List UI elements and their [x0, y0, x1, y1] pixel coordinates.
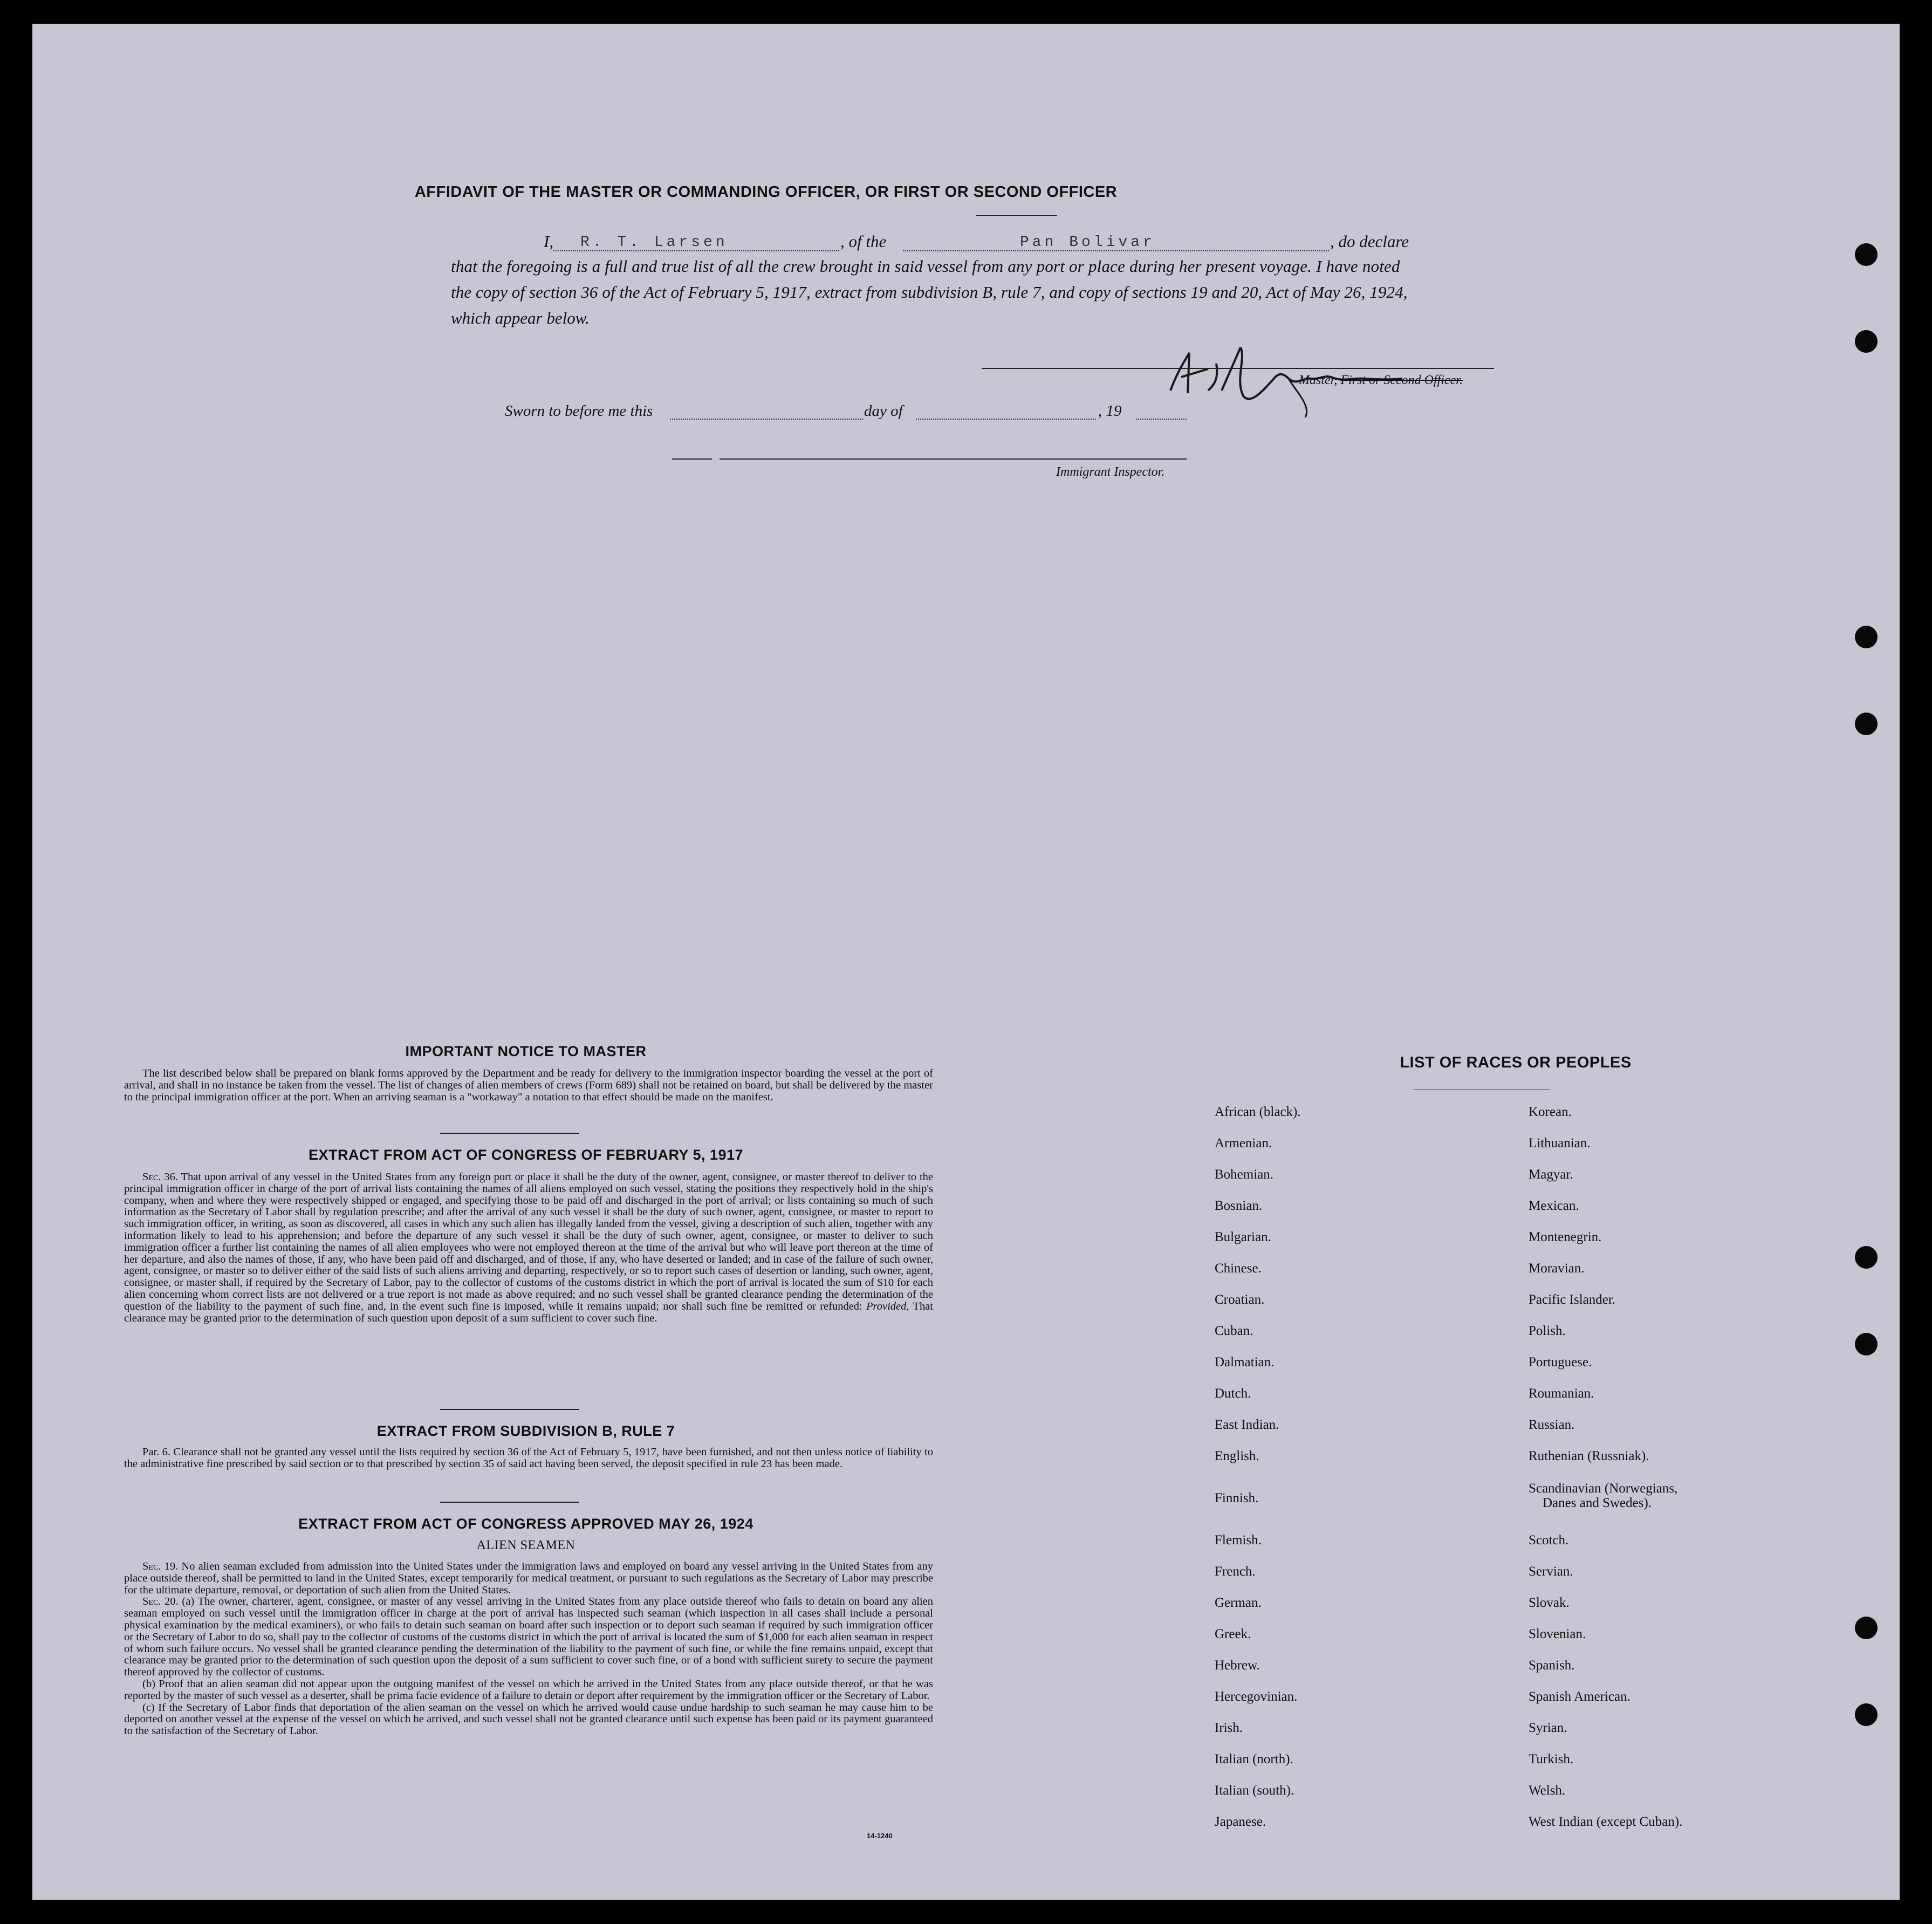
race-item: Bulgarian.: [1215, 1230, 1271, 1244]
race-item: Italian (south).: [1215, 1783, 1294, 1798]
year-label: , 19: [1098, 402, 1122, 420]
race-item: Polish.: [1529, 1324, 1566, 1338]
section-20c-paragraph: (c) If the Secretary of Labor finds that deportation of the alien seaman on the vessel on which he arrived would cause undue hardship to such seaman he may cause him to be deported on another vessel at the expense of the vessel on which he arrived, and such vessel shall not be granted clearance until such expense has been paid or its payment guaranteed to the satisfaction of the Secretary of Labor.: [124, 1701, 933, 1737]
punch-hole: [1855, 330, 1878, 353]
section-20b-paragraph: (b) Proof that an alien seaman did not appear upon the outgoing manifest of the vessel on which he arrived in the United States from any place outside thereof, or that he was reported by the master of such vessel as a deserter, shall be prima facie evidence of a failure to detain or deport after requirement by the immigration officer or the Secretary of Labor.: [124, 1677, 933, 1702]
section-36-text-end: That clearance may be granted prior to the determination of such question upon deposit of a sum sufficient to cover such fine.: [124, 1300, 933, 1324]
section-divider: [440, 1409, 579, 1410]
race-item: French.: [1215, 1564, 1256, 1579]
punch-hole: [1855, 626, 1878, 648]
race-item: Greek.: [1215, 1627, 1251, 1641]
affidavit-line-2: that the foregoing is a full and true list of all the crew brought in said vessel from any port or place during her present voyage. I have noted: [451, 257, 1400, 276]
race-item: Dutch.: [1215, 1386, 1251, 1401]
vessel-fill-line: [903, 250, 1329, 251]
race-item: Spanish American.: [1529, 1689, 1630, 1704]
race-item: Croatian.: [1215, 1292, 1265, 1307]
race-item: Ruthenian (Russniak).: [1529, 1449, 1649, 1463]
section-36-text: That upon arrival of any vessel in the United States from any foreign port or place it shall be the duty of the owner, agent, consignee, or master thereof to deliver to the principal immigration officer in charge of the port of arrival lists containing the names of all aliens employed on such vessel, stating the positions they respectively hold in the ship's company, when and where they were respectively shipped or engaged, and specifying those to be paid off and discharged in the port of arrival; or lists containing so much of such information as the Secretary of Labor shall by regulation prescribe; and after the arrival of any such vessel it shall be the duty of such owner, agent, consignee, or master to report to such immigration officer, in writing, as soon as discovered, all cases in which any such alien has illegally landed from the vessel, giving a description of such alien, together with any information likely to lead to his apprehension; and before the departure of any such vessel it shall be the duty of such owner, agent, consignee, or master to deliver to such immigration officer a further list containing the names of all alien employees who were not employed thereon at the time of the arrival but who will leave port thereon at the time of her departure, and also the names of those, if any, who have been paid off and discharged, and of those, if any, who have deserted or landed; and in case of the failure of such owner, agent, consignee, or master so to deliver either of the said lists of such aliens arriving and departing, respectively, or so to report such cases of desertion or landing, such owner, agent, consignee, or master shall, if required by the Secretary of Labor, pay to the collector of customs of the customs district in which the port of arrival is located the sum of $10 for each alien concerning whom correct lists are not delivered or a true report is not made as above required; and no such vessel shall be granted clearance pending the determination of the question of the liability to the payment of such fine, and, in the event such fine is imposed, while it remains unpaid; nor shall such fine be remitted or refunded:: [124, 1171, 933, 1312]
section-divider: [440, 1502, 579, 1503]
provided-label: Provided,: [866, 1300, 909, 1312]
section-36-paragraph: [124, 1172, 933, 1324]
notice-paragraph: The list described below shall be prepared on blank forms approved by the Department and be ready for delivery to the immigration inspector boarding the vessel at the port of arrival, and shall in no instance be taken from the vessel. The list of changes of alien members of crews (Form 689) shall not be retained on board, but shall be delivered by the master to the principal immigration officer at the port. When an arriving seaman is a "workaway" a notation to that effect should be made on the manifest.: [124, 1067, 933, 1103]
section-20a-text: (a) The owner, charterer, agent, consignee, or master of any vessel arriving in the United States from any place outside thereof who fails to detain on board any alien seaman employed on such vessel until the immigration officer in charge at the port of arrival has inspected such seaman (which inspection in all cases shall include a personal physical examination by the medical examiners), or who fails to detain such seaman on board after such inspection or to deport such seaman if required by such immigration officer or the Secretary of Labor to do so, shall pay to the collector of customs of the customs district in which the port of arrival is located the sum of $1,000 for each alien seaman in respect of whom such failure occurs. No vessel shall be granted clearance pending the determination of the liability to the payment of such fine, or while the fine remains unpaid, except that clearance may be granted prior to the determination of such question upon the deposit of a sum sufficient to cover such fine, or of a bond with sufficient surety to secure the payment thereof approved by the collector of customs.: [124, 1596, 933, 1679]
race-item: Montenegrin.: [1529, 1230, 1602, 1244]
inspector-label: Immigrant Inspector.: [1056, 465, 1165, 479]
affidavit-line-3: the copy of section 36 of the Act of February 5, 1917, extract from subdivision B, rule 7, and copy of sections 19 and 20, Act of May 26, 1924,: [451, 283, 1408, 302]
sworn-label: Sworn to before me this: [505, 402, 653, 420]
struck-officer-label: First or Second Officer.: [1340, 373, 1463, 387]
race-item: Chinese.: [1215, 1261, 1262, 1276]
race-item: Moravian.: [1529, 1261, 1585, 1276]
race-item: Irish.: [1215, 1721, 1243, 1735]
sworn-line: [505, 402, 1206, 424]
vessel-name-value: Pan Bolivar: [1020, 234, 1155, 251]
notice-title: IMPORTANT NOTICE TO MASTER: [405, 1043, 647, 1059]
extract-1924-text: [124, 1561, 933, 1737]
race-item: Magyar.: [1529, 1167, 1573, 1182]
extract-1917-title: EXTRACT FROM ACT OF CONGRESS OF FEBRUARY 5, 1917: [308, 1147, 744, 1163]
race-item: Hebrew.: [1215, 1658, 1260, 1673]
punch-hole: [1855, 1333, 1878, 1355]
name-fill-line: [553, 250, 839, 251]
race-item: Russian.: [1529, 1418, 1575, 1432]
inspector-signature-line: [720, 458, 1187, 460]
section-divider: [440, 1133, 579, 1134]
signature-line: [982, 368, 1494, 369]
do-declare-label: , do declare: [1330, 232, 1409, 251]
document-page: [32, 24, 1900, 1900]
race-item: Armenian.: [1215, 1136, 1272, 1151]
race-item: Spanish.: [1529, 1658, 1575, 1673]
i-label: I,: [544, 232, 554, 251]
punch-hole: [1855, 1246, 1878, 1269]
extract-rule7-title: EXTRACT FROM SUBDIVISION B, RULE 7: [376, 1423, 675, 1439]
race-item: Slovak.: [1529, 1596, 1570, 1610]
extract-1917-text: [124, 1172, 933, 1324]
race-item: Welsh.: [1529, 1783, 1566, 1798]
race-item: English.: [1215, 1449, 1259, 1463]
extract-1924-title: EXTRACT FROM ACT OF CONGRESS APPROVED MAY 26, 1924: [298, 1516, 753, 1532]
race-item: Roumanian.: [1529, 1386, 1594, 1401]
master-label-text: Master,: [1299, 373, 1338, 387]
race-item: Dalmatian.: [1215, 1355, 1275, 1370]
race-item: Hercegovinian.: [1215, 1689, 1298, 1704]
race-item: Slovenian.: [1529, 1627, 1586, 1641]
section-19-label: Sec. 19.: [142, 1560, 179, 1572]
race-item: Portuguese.: [1529, 1355, 1592, 1370]
race-item: Finnish.: [1215, 1491, 1259, 1505]
master-label: [1299, 373, 1463, 388]
extract-rule7-text: [124, 1447, 933, 1470]
race-item: Italian (north).: [1215, 1752, 1293, 1766]
race-item: Korean.: [1529, 1105, 1572, 1119]
inspector-signature-line-short: [672, 458, 712, 460]
punch-hole: [1855, 1703, 1878, 1726]
race-item: Pacific Islander.: [1529, 1292, 1616, 1307]
affidavit-line-4: which appear below.: [451, 309, 590, 327]
section-20-label: Sec. 20.: [142, 1596, 179, 1608]
affidavit-title: AFFIDAVIT OF THE MASTER OR COMMANDING OFFICER, OR FIRST OR SECOND OFFICER: [414, 183, 1118, 201]
race-item: African (black).: [1215, 1105, 1301, 1119]
race-item: East Indian.: [1215, 1418, 1279, 1432]
punch-hole: [1855, 1617, 1878, 1639]
rule7-paragraph: Par. 6. Clearance shall not be granted any vessel until the lists required by section 36 of the Act of February 5, 1917, have been furnished, and not then unless notice of liability to the administrative fine prescribed by said section or to that prescribed by section 35 of said act having been served, the deposit specified in rule 23 has been made.: [124, 1446, 933, 1470]
race-item: Mexican.: [1529, 1199, 1579, 1213]
section-19-paragraph: [124, 1561, 933, 1596]
notice-text: [124, 1068, 933, 1103]
section-19-text: No alien seaman excluded from admission into the United States under the immigration laws and employed on board any vessel arriving in the United States from any place outside thereof, shall be permitted to land in the United States, except temporarily for medical treatment, or pursuant to such regulations as the Secretary of Labor may prescribe for the ultimate departure, removal, or deportation of such alien from the United States.: [124, 1560, 934, 1596]
master-name-value: R. T. Larsen: [580, 234, 728, 251]
race-item: Turkish.: [1529, 1752, 1574, 1766]
race-item: Lithuanian.: [1529, 1136, 1591, 1151]
race-item: Scandinavian (Norwegians, Danes and Swedes).: [1529, 1481, 1678, 1510]
day-of-label: day of: [864, 402, 903, 420]
sworn-month-fill-line: [916, 419, 1096, 420]
sworn-year-fill-line: [1136, 419, 1187, 420]
race-item: Bohemian.: [1215, 1167, 1274, 1182]
race-item: Japanese.: [1215, 1815, 1266, 1829]
of-the-label: , of the: [840, 232, 887, 251]
alien-seamen-subtitle: ALIEN SEAMEN: [476, 1538, 576, 1552]
race-item: West Indian (except Cuban).: [1529, 1815, 1683, 1829]
section-36-label: Sec. 36.: [142, 1171, 178, 1183]
race-item: Flemish.: [1215, 1533, 1262, 1548]
title-underline: [976, 215, 1057, 216]
section-20a-paragraph: [124, 1596, 933, 1679]
race-item: Syrian.: [1529, 1721, 1567, 1735]
race-item: Bosnian.: [1215, 1199, 1263, 1213]
punch-hole: [1855, 243, 1878, 266]
races-list-title: LIST OF RACES OR PEOPLES: [1400, 1054, 1632, 1071]
sworn-day-fill-line: [670, 419, 863, 420]
form-number: 14-1240: [867, 1832, 893, 1840]
race-item: Scotch.: [1529, 1533, 1569, 1548]
race-item: German.: [1215, 1596, 1262, 1610]
race-item: Cuban.: [1215, 1324, 1253, 1338]
race-item: Servian.: [1529, 1564, 1573, 1579]
punch-hole: [1855, 713, 1878, 735]
